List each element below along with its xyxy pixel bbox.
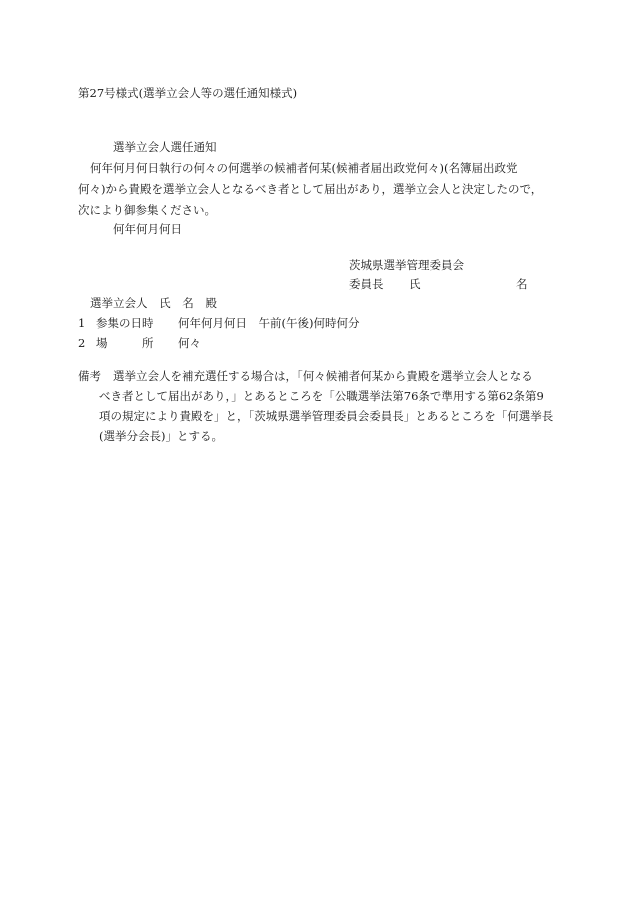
notice-date: 何年何月何日	[113, 222, 182, 236]
remarks-line-3: 項の規定により貴殿を」と，「茨城県選挙管理委員会委員長」とあるところを「何選挙長	[99, 409, 554, 423]
remarks-line-1: 選挙立会人を補充選任する場合は，「何々候補者何某から貴殿を選挙立会人となる	[113, 369, 533, 383]
issuer-name-mei: 名	[516, 277, 528, 291]
issuer-committee: 茨城県選挙管理委員会	[349, 258, 464, 272]
addressee: 選挙立会人 氏 名 殿	[90, 296, 217, 310]
item-2-label-b: 所	[142, 336, 154, 350]
remarks-line-2: べき者として届出があり，」とあるところを「公職選挙法第76条で準用する第62条第9	[99, 389, 544, 403]
item-2-value: 何々	[178, 336, 201, 350]
issuer-name-shi: 氏	[409, 277, 421, 291]
body-line-3: 次により御参集ください。	[78, 203, 216, 217]
body-line-2: 何々)から貴殿を選挙立会人となるべき者として届出があり，選挙立会人と決定したので，	[78, 182, 543, 196]
item-2-label-a: 場	[96, 336, 108, 350]
item-1-value: 何年何月何日 午前(午後)何時何分	[178, 316, 360, 330]
item-2-number: 2	[78, 336, 86, 350]
body-line-1: 何年何月何日執行の何々の何選挙の候補者何某(候補者届出政党何々)(名簿届出政党	[90, 161, 518, 175]
item-1-label: 参集の日時	[96, 316, 154, 330]
item-1-number: 1	[78, 316, 86, 330]
remarks-line-4: (選挙分会長)」とする。	[99, 429, 223, 443]
notice-title: 選挙立会人選任通知	[113, 140, 217, 154]
form-title: 第27号様式(選挙立会人等の選任通知様式)	[78, 86, 298, 100]
remarks-label: 備考	[78, 369, 101, 383]
issuer-chair-label: 委員長	[349, 277, 384, 291]
